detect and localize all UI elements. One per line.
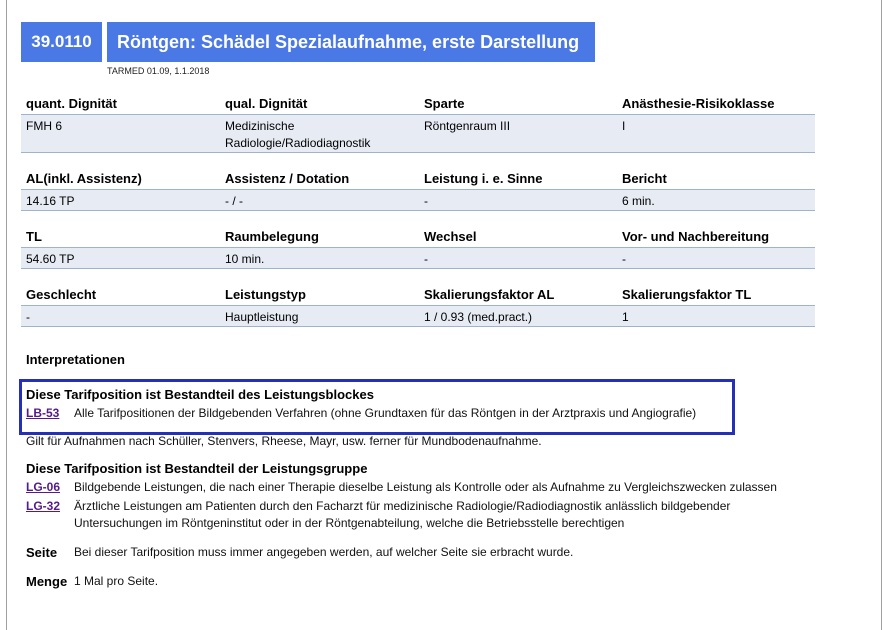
header-anaesthesie: Anästhesie-Risikoklasse (622, 96, 775, 111)
header-raumbelegung: Raumbelegung (225, 229, 319, 244)
attribute-group-2 (21, 171, 815, 213)
seite-label: Seite (26, 545, 58, 560)
header-al: AL(inkl. Assistenz) (26, 171, 142, 186)
link-lg-06[interactable]: LG-06 (26, 480, 61, 494)
seite-text: Bei dieser Tarifposition muss immer angegeben werden, auf welcher Seite sie erbracht wurde. (74, 545, 574, 559)
tarmed-version: TARMED 01.09, 1.1.2018 (107, 66, 210, 76)
menge-label: Menge (26, 574, 68, 589)
value-row (21, 114, 815, 153)
value-quant-dignitaet: FMH 6 (26, 119, 62, 133)
link-lb-53[interactable]: LB-53 (26, 406, 60, 420)
menge-text: 1 Mal pro Seite. (74, 574, 159, 588)
header-tl: TL (26, 229, 42, 244)
header-bericht: Bericht (622, 171, 667, 186)
window-left-border (6, 0, 7, 630)
value-vor-nachbereitung: - (622, 252, 626, 266)
header-skalierung-tl: Skalierungsfaktor TL (622, 287, 752, 302)
value-row (21, 247, 815, 269)
header-quant-dignitaet: quant. Dignität (26, 96, 117, 111)
value-leistung: - (424, 194, 428, 208)
header-skalierung-al: Skalierungsfaktor AL (424, 287, 555, 302)
header-geschlecht: Geschlecht (26, 287, 97, 302)
value-leistungstyp: Hauptleistung (225, 310, 299, 324)
value-qual-dignitaet (225, 118, 370, 152)
attribute-group-1 (21, 96, 815, 156)
header-wechsel: Wechsel (424, 229, 477, 244)
header-assistenz: Assistenz / Dotation (225, 171, 350, 186)
value-skalierung-al: 1 / 0.93 (med.pract.) (424, 310, 533, 324)
value-row (21, 189, 815, 211)
tarif-code: 39.0110 (21, 22, 102, 62)
value-wechsel: - (424, 252, 428, 266)
page-title: Röntgen: Schädel Spezialaufnahme, erste Darstellung (107, 22, 595, 62)
lg-06-desc: Bildgebende Leistungen, die nach einer Therapie dieselbe Leistung als Kontrolle oder als Aufnahme zu Vergleichszwecken zulassen (74, 480, 777, 494)
value-tl: 54.60 TP (26, 252, 75, 266)
header-sparte: Sparte (424, 96, 465, 111)
value-bericht: 6 min. (622, 194, 655, 208)
header-leistung: Leistung i. e. Sinne (424, 171, 543, 186)
lg-32-desc-line1: Ärztliche Leistungen am Patienten durch den Facharzt für medizinische Radiologie/Radiodiagnostik anlässlich bildgebender (74, 499, 731, 513)
lg-32-desc-line2: Untersuchungen im Röntgeninstitut oder in der Röntgenabteilung, welche die Betriebsstelle berechtigen (74, 516, 625, 530)
value-skalierung-tl: 1 (622, 310, 629, 324)
attribute-group-4 (21, 287, 815, 329)
value-geschlecht: - (26, 310, 30, 324)
value-raumbelegung: 10 min. (225, 252, 265, 266)
value-assistenz: - / - (225, 194, 243, 208)
value-qual-dignitaet-line1: Medizinische (225, 119, 295, 133)
value-qual-dignitaet-line2: Radiologie/Radiodiagnostik (225, 136, 371, 150)
header-leistungstyp: Leistungstyp (225, 287, 306, 302)
value-row (21, 305, 815, 327)
value-sparte: Röntgenraum III (424, 119, 511, 133)
leistungsblock-note: Gilt für Aufnahmen nach Schüller, Stenvers, Rheese, Mayr, usw. ferner für Mundbodenaufnahme. (26, 434, 542, 448)
value-anaesthesie: I (622, 119, 626, 133)
value-al: 14.16 TP (26, 194, 75, 208)
leistungsgruppe-title: Diese Tarifposition ist Bestandteil der Leistungsgruppe (26, 461, 368, 476)
interpretationen-heading: Interpretationen (26, 352, 125, 367)
header-qual-dignitaet: qual. Dignität (225, 96, 308, 111)
window-right-border (881, 0, 882, 630)
header-vor-nachbereitung: Vor- und Nachbereitung (622, 229, 770, 244)
leistungsblock-title: Diese Tarifposition ist Bestandteil des Leistungsblockes (26, 387, 374, 402)
leistungsblock-desc: Alle Tarifpositionen der Bildgebenden Verfahren (ohne Grundtaxen für das Röntgen in der Arztpraxis und Angiografie) (74, 406, 697, 420)
link-lg-32[interactable]: LG-32 (26, 499, 61, 513)
attribute-group-3 (21, 229, 815, 271)
